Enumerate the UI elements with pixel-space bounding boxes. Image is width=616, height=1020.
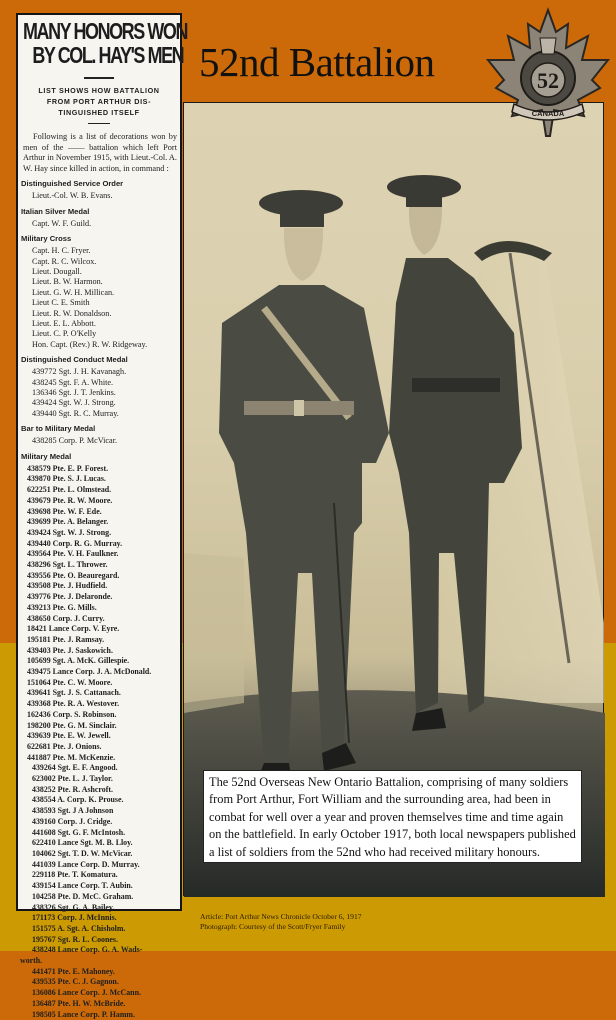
honours-list (18, 179, 180, 1020)
honours-section (18, 452, 180, 764)
honour-entry: 136086 Lance Corp. J. McCann. (32, 988, 141, 998)
honour-entry: 439264 Sgt. E. F. Angood. (32, 763, 118, 773)
honour-entry: 438296 Sgt. L. Thrower. (27, 560, 108, 570)
honour-entry: 438326 Sgt. G. A. Bailey. (32, 902, 115, 912)
honour-entry: 198200 Pte. G. M. Sinclair. (27, 720, 117, 730)
honour-entry: 439556 Pte. O. Beauregard. (27, 570, 120, 580)
honour-entry: 622410 Lance Sgt. M. B. Lloy. (32, 838, 133, 848)
svg-text:52: 52 (537, 68, 559, 93)
divider (88, 123, 110, 124)
honour-entry: 439368 Pte. R. A. Westover. (27, 699, 120, 709)
honour-entry: 439154 Lance Corp. T. Aubin. (32, 881, 133, 891)
honour-entry: 229118 Pte. T. Komatura. (32, 870, 118, 880)
honour-entry: Lieut. Dougall. (32, 267, 82, 276)
honour-entry: 438554 A. Corp. K. Prouse. (32, 795, 124, 805)
honour-entry: 439440 Sgt. R. C. Murray. (32, 408, 119, 418)
honour-entry: 104062 Sgt. T. D. W. McVicar. (32, 849, 133, 858)
honour-entry: 441471 Pte. E. Mahoney. (32, 966, 115, 976)
honour-entry: 439424 Sgt. W. J. Strong. (27, 527, 112, 537)
honour-entry: 151064 Pte. C. W. Moore. (27, 677, 113, 687)
honour-entry: 441039 Lance Corp. D. Murray. (32, 859, 140, 869)
honour-entry: 198505 Lance Corp. P. Hamm. (32, 1009, 135, 1019)
honour-entry: 438252 Pte. R. Ashcroft. (32, 784, 113, 794)
honour-entry: 171173 Corp. J. McInnis. (32, 913, 117, 923)
honour-entry: 622681 Pte. J. Onions. (27, 741, 102, 751)
honour-entry: 438579 Pte. E. P. Forest. (27, 463, 109, 473)
honour-entry: 195767 Sgt. R. L. Coones. (32, 934, 118, 944)
honour-entry: 441887 Pte. M. McKenzie. (27, 752, 116, 762)
honour-entry: 105699 Sgt. A. McK. Gillespie. (27, 656, 130, 666)
honours-section (18, 234, 180, 350)
honour-entry: 439870 Pte. S. J. Lucas. (27, 474, 106, 484)
newspaper-clipping (16, 13, 187, 1019)
honour-entry: 439772 Sgt. J. H. Kavanagh. (32, 367, 127, 377)
clipping-intro: Following is a list of decorations won by men of the —— battalion which left Port Arthur in November 1915, with Lieut.-Col. A. W. Hay since killed in action, in command : (23, 132, 177, 173)
honour-entry: 136346 Sgt. J. T. Jenkins. (32, 388, 116, 398)
honour-entry: 439699 Pte. A. Belanger. (27, 517, 109, 527)
page-title: 52nd Battalion (199, 39, 435, 85)
honour-entry: 104258 Pte. D. McC. Graham. (32, 891, 134, 901)
honour-entry: 439160 Corp. J. Cridge. (32, 816, 113, 826)
honour-entry: 439564 Pte. V. H. Faulkner. (27, 549, 119, 559)
honour-entry: 136487 Pte. H. W. McBride. (32, 998, 126, 1008)
honour-entry: Hon. Capt. (Rev.) R. W. Ridgeway. (32, 339, 148, 349)
honours-section (18, 207, 180, 229)
subhead-line: TINGUISHED ITSELF (58, 108, 140, 117)
divider (84, 77, 114, 79)
honour-entry: 438650 Corp. J. Curry. (27, 613, 105, 623)
honour-entry: 162436 Corp. S. Robinson. (27, 709, 117, 719)
honour-entry: Capt. R. C. Wilcox. (32, 256, 97, 266)
honour-entry: worth. (20, 956, 43, 966)
svg-text:CANADA: CANADA (531, 109, 565, 118)
headline-line-1: MANY HONORS WON (23, 18, 187, 44)
honour-entry: 439213 Pte. G. Mills. (27, 602, 97, 612)
honour-entry: 439776 Pte. J. Delaronde. (27, 592, 113, 602)
section-heading: Distinguished Conduct Medal (21, 355, 128, 365)
honour-entry: 439508 Pte. J. Hudfield. (27, 581, 108, 591)
honour-entry: 622251 Pte. L. Olmstead. (27, 485, 112, 495)
honour-entry: 438245 Sgt. F. A. White. (32, 377, 114, 387)
honours-section (18, 424, 180, 446)
subhead-line: FROM PORT ARTHUR DIS- (46, 97, 152, 106)
subhead-line: LIST SHOWS HOW BATTALION (38, 86, 160, 95)
section-heading: Military Cross (21, 234, 72, 244)
honour-entry: Lieut.-Col. W. B. Evans. (32, 191, 113, 201)
section-heading: Military Medal (21, 451, 72, 461)
honour-entry: 441608 Sgt. G. F. McIntosh. (32, 827, 126, 837)
credits (200, 912, 362, 932)
honour-entry: 438593 Sgt. J A Johnson (32, 806, 114, 816)
honour-entry: 439424 Sgt. W. J. Strong. (32, 398, 116, 408)
honour-entry: 439535 Pte. C. J. Gagnon. (32, 977, 119, 987)
honour-entry: 18421 Lance Corp. V. Eyre. (27, 624, 120, 634)
honours-section (18, 179, 180, 201)
honour-entry: 195181 Pte. J. Ramsay. (27, 634, 105, 644)
honours-section (18, 355, 180, 419)
honour-entry: 623002 Pte. L. J. Taylor. (32, 774, 113, 784)
honour-entry: 438285 Corp. P. McVicar. (32, 436, 118, 446)
honour-entry: Lieut. R. W. Donaldson. (32, 308, 112, 318)
honour-entry: 439698 Pte. W. F. Ede. (27, 506, 102, 516)
honour-entry: Lieut. C. P. O'Kelly (32, 329, 97, 339)
honour-entry: 439641 Sgt. J. S. Cattanach. (27, 688, 121, 698)
honour-entry: 151575 A. Sgt. A. Chisholm. (32, 923, 126, 933)
article-credit: Article: Port Arthur News Chronicle October 6, 1917 (200, 912, 362, 921)
honour-entry: Lieut. G. W. H. Millican. (32, 287, 115, 297)
honours-section (18, 763, 180, 1020)
photo-credit: Photograph: Courtesy of the Scott/Fryer Family (200, 922, 346, 931)
honour-entry: Lieut C. E. Smith (32, 298, 90, 308)
honour-entry: 439403 Pte. J. Saskowich. (27, 645, 113, 655)
honour-entry: Lieut. E. L. Abbott. (32, 319, 96, 329)
section-heading: Distinguished Service Order (21, 179, 124, 189)
headline-line-2: BY COL. HAY'S MEN (32, 42, 184, 68)
honour-entry: 439679 Pte. R. W. Moore. (27, 495, 113, 505)
honour-entry: 439440 Corp. R. G. Murray. (27, 538, 123, 548)
honour-entry: Lieut. B. W. Harmon. (32, 277, 103, 287)
section-heading: Italian Silver Medal (21, 206, 90, 216)
maple-leaf-badge-icon (484, 8, 612, 140)
honour-entry: 438248 Lance Corp. G. A. Wads- (32, 945, 143, 955)
clipping-headline (23, 19, 187, 67)
soldiers-photo (183, 102, 604, 896)
caption-box: The 52nd Overseas New Ontario Battalion, comprising of many soldiers from Port Arthur, Fort William and the surrounding area, had been in combat for well over a year and proven themselves time and time again on the battlefield. In early October 1917, both local newspapers published a list of soldiers from the 52nd who had received military honours. (203, 770, 582, 863)
honour-entry: Capt. W. F. Guild. (32, 218, 92, 228)
honour-entry: 439639 Pte. E. W. Jewell. (27, 731, 111, 741)
honour-entry: 439475 Lance Corp. J. A. McDonald. (27, 667, 152, 677)
section-heading: Bar to Military Medal (21, 424, 96, 434)
honour-entry: Capt. H. C. Fryer. (32, 246, 91, 256)
clipping-subhead (18, 85, 180, 118)
